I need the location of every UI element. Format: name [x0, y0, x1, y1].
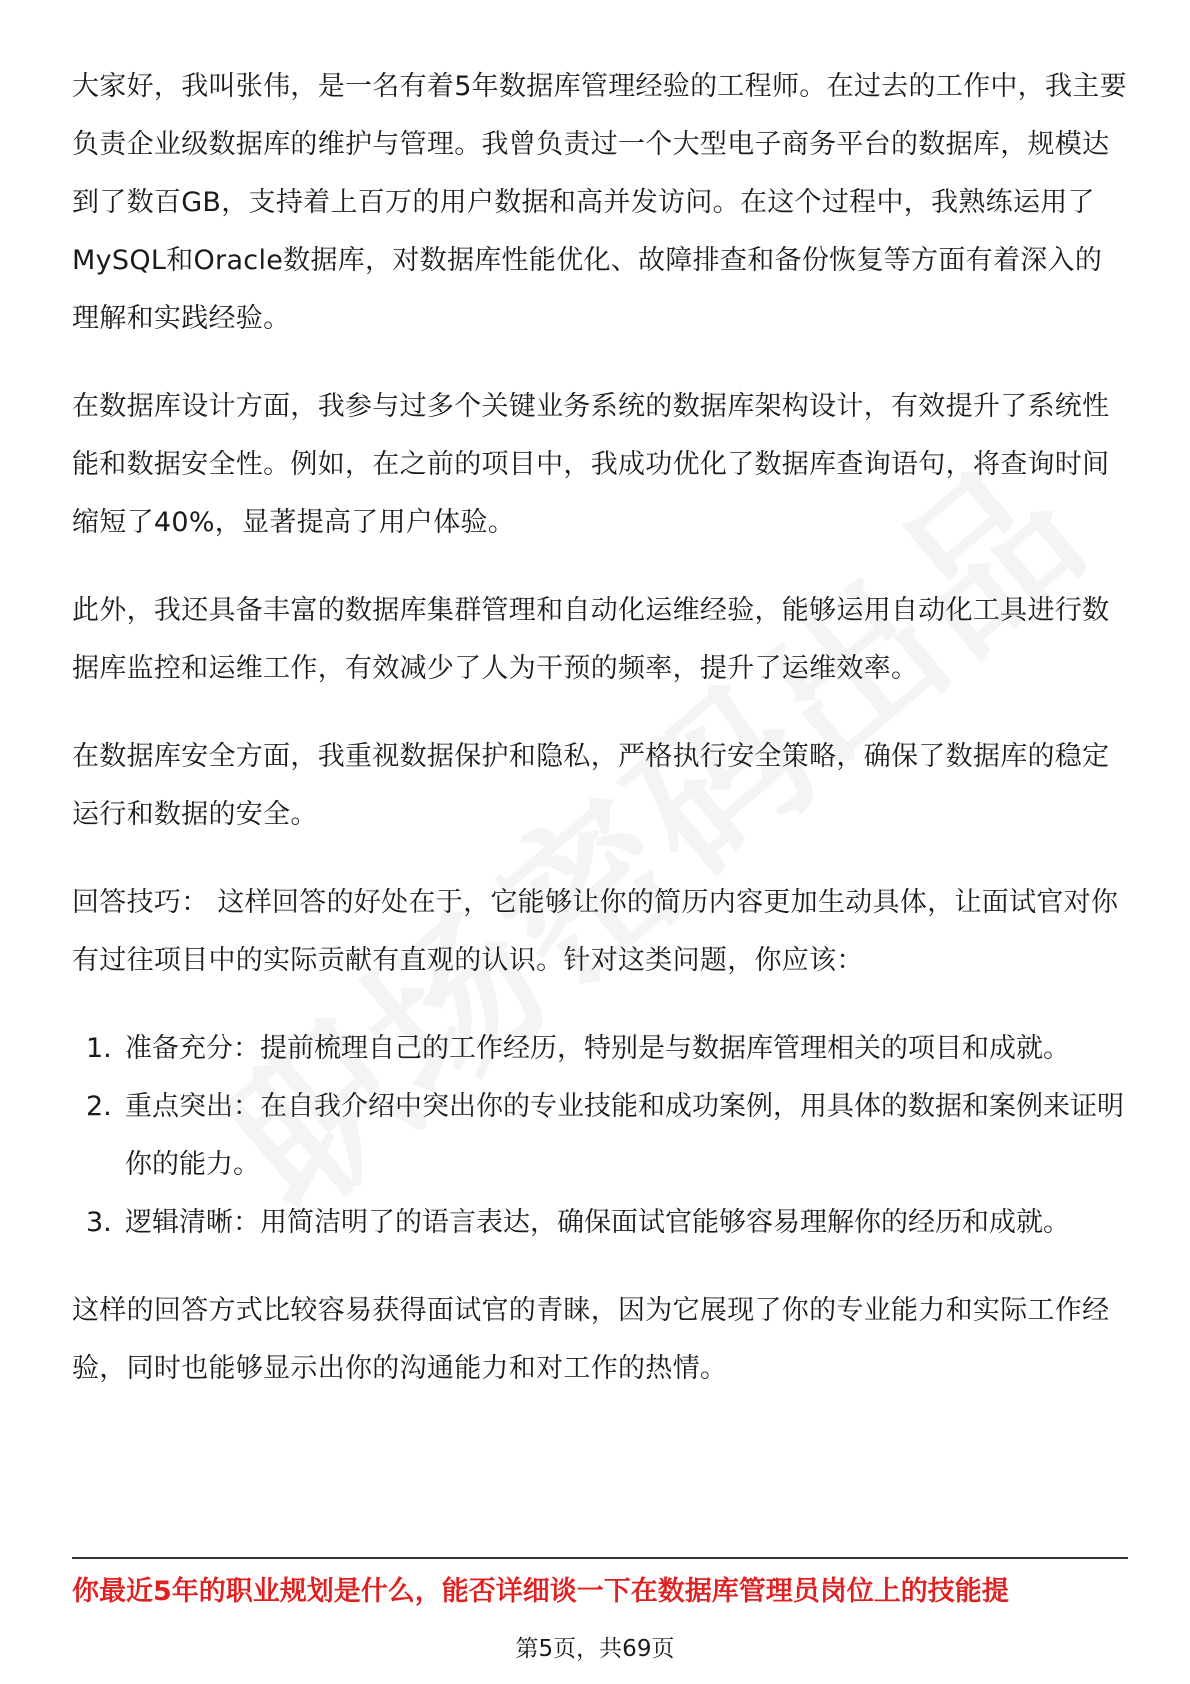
- page-number-footer: 第5页，共69页: [515, 1636, 675, 1662]
- paragraph-design: 在数据库设计方面，我参与过多个关键业务系统的数据库架构设计，有效提升了系统性能和数据安全性。例如，在之前的项目中，我成功优化了数据库查询语句，将查询时间缩短了40%，显著提高了用户体验。: [72, 391, 1110, 538]
- list-item-number: 1.: [86, 1033, 112, 1064]
- section-divider: [72, 1557, 1128, 1559]
- list-item: [72, 1194, 1128, 1252]
- paragraph-tips-intro: 回答技巧： 这样回答的好处在于，它能够让你的简历内容更加生动具体，让面试官对你有过往项目中的实际贡献有直观的认识。针对这类问题，你应该：: [72, 887, 1119, 976]
- paragraph-security: 在数据库安全方面，我重视数据保护和隐私，严格执行安全策略，确保了数据库的稳定运行和数据的安全。: [72, 741, 1110, 830]
- list-item-text: 逻辑清晰：用简洁明了的语言表达，确保面试官能够容易理解你的经历和成就。: [125, 1207, 1070, 1238]
- page-content: [72, 58, 1128, 1428]
- list-item-number: 3.: [86, 1207, 112, 1238]
- list-item: [72, 1020, 1128, 1078]
- next-question-heading: 你最近5年的职业规划是什么，能否详细谈一下在数据库管理员岗位上的技能提: [72, 1576, 1009, 1607]
- list-item-number: 2.: [86, 1091, 112, 1122]
- paragraph-intro: 大家好，我叫张伟，是一名有着5年数据库管理经验的工程师。在过去的工作中，我主要负责企业级数据库的维护与管理。我曾负责过一个大型电子商务平台的数据库，规模达到了数百GB，支持着上百万的用户数据和高并发访问。在这个过程中，我熟练运用了MySQL和Oracle数据库，对数据库性能优化、故障排查和备份恢复等方面有着深入的理解和实践经验。: [72, 71, 1127, 334]
- paragraph-closing: 这样的回答方式比较容易获得面试官的青睐，因为它展现了你的专业能力和实际工作经验，同时也能够显示出你的沟通能力和对工作的热情。: [72, 1295, 1110, 1384]
- list-item: [72, 1078, 1128, 1194]
- paragraph-ops: 此外，我还具备丰富的数据库集群管理和自动化运维经验，能够运用自动化工具进行数据库监控和运维工作，有效减少了人为干预的频率，提升了运维效率。: [72, 595, 1110, 684]
- list-item-text: 重点突出：在自我介绍中突出你的专业技能和成功案例，用具体的数据和案例来证明你的能力。: [125, 1091, 1124, 1180]
- list-item-text: 准备充分：提前梳理自己的工作经历，特别是与数据库管理相关的项目和成就。: [125, 1033, 1070, 1064]
- tips-list: [72, 1020, 1128, 1252]
